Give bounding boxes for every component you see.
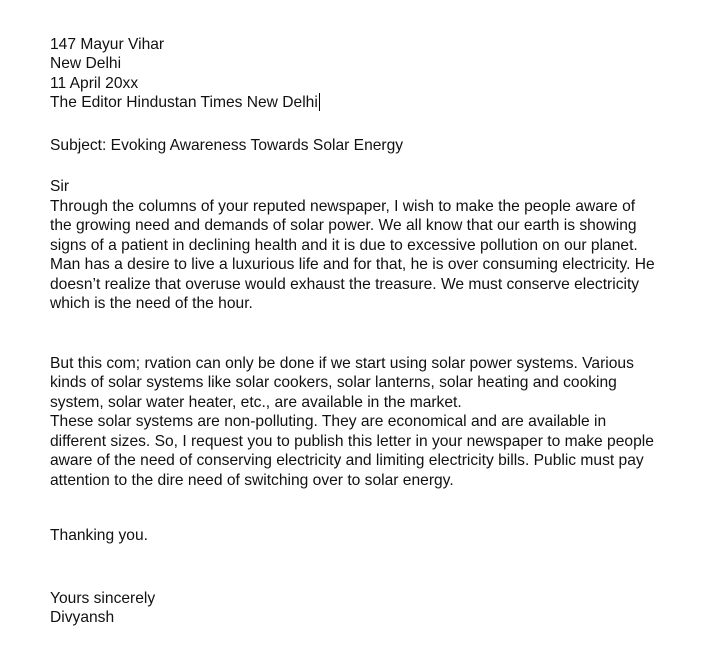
paragraph2-line: But this com; rvation can only be done if we start using solar power systems. Various <box>50 355 634 372</box>
recipient-text: The Editor Hindustan Times New Delhi <box>50 94 318 111</box>
paragraph2-line: kinds of solar systems like solar cookers, solar lanterns, solar heating and cooking <box>50 374 617 391</box>
paragraph2-line: aware of the need of conserving electricity and limiting electricity bills. Public must pay <box>50 452 644 469</box>
paragraph1-line: signs of a patient in declining health and it is due to excessive pollution on our planet. <box>50 237 638 254</box>
paragraph2-line: attention to the dire need of switching over to solar energy. <box>50 472 454 489</box>
closing-line: Thanking you. <box>50 527 148 544</box>
paragraph1-line: which is the need of the hour. <box>50 295 253 312</box>
sender-address-line1: 147 Mayur Vihar <box>50 36 165 53</box>
text-cursor <box>319 93 320 111</box>
paragraph2-line: These solar systems are non-polluting. They are economical and are available in <box>50 413 607 430</box>
signature-name: Divyansh <box>50 609 115 626</box>
subject-line: Subject: Evoking Awareness Towards Solar Energy <box>50 137 404 154</box>
paragraph2-line: different sizes. So, I request you to publish this letter in your newspaper to make people <box>50 433 654 450</box>
recipient-line <box>50 93 320 113</box>
paragraph1-line: Man has a desire to live a luxurious life and for that, he is over consuming electricity. He <box>50 256 655 273</box>
signoff-line: Yours sincerely <box>50 590 156 607</box>
salutation: Sir <box>50 178 70 195</box>
sender-address-line2: New Delhi <box>50 55 122 72</box>
paragraph2-line: system, solar water heater, etc., are available in the market. <box>50 394 462 411</box>
paragraph1-line: the growing need and demands of solar power. We all know that our earth is showing <box>50 217 637 234</box>
paragraph1-line: Through the columns of your reputed newspaper, I wish to make the people aware of <box>50 198 636 215</box>
letter-date: 11 April 20xx <box>50 75 139 92</box>
paragraph1-line: doesn’t realize that overuse would exhaust the treasure. We must conserve electricity <box>50 276 640 293</box>
